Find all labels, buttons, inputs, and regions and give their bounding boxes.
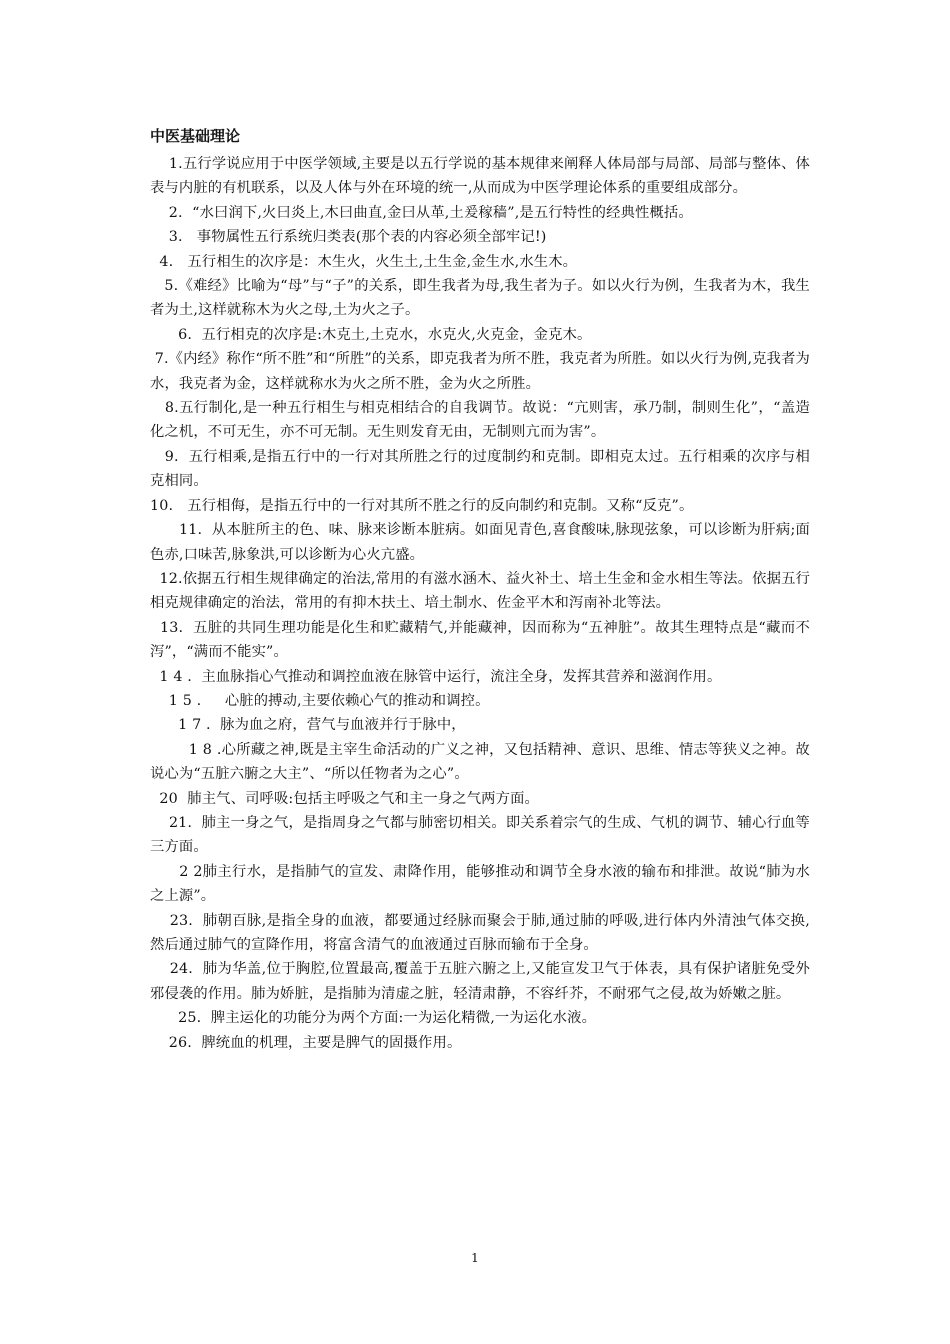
paragraph-number: 6. [150, 326, 202, 343]
paragraph-number: 2. [150, 204, 193, 221]
paragraph-item [150, 1031, 810, 1055]
paragraph-item [150, 909, 810, 958]
paragraph-item [150, 738, 810, 787]
paragraph-number: 1 5 . [150, 692, 225, 709]
paragraph-number: 7. [150, 351, 169, 368]
paragraph-item [150, 323, 810, 347]
paragraph-text: 依据五行相生规律确定的治法,常用的有滋水涵木、益火补土、培土生金和金水相生等法。依据五行相克规律确定的治法，常用的有抑木扶土、培土制水、佐金平木和泻南补北等法。 [150, 570, 811, 612]
paragraph-number: 9. [150, 448, 189, 465]
paragraph-number: 23. [150, 912, 203, 929]
paragraph-text: 脾主运化的功能分为两个方面:一为运化精微,一为运化水液。 [210, 1010, 597, 1027]
paragraph-text: 五行制化,是一种五行相生与相克相结合的自我调节。故说：“亢则害，承乃制，制则生化”，“盖造化之机，不可无生，亦不可无制。无生则发育无由，无制则亢而为害”。 [150, 400, 810, 441]
paragraph-item [150, 860, 810, 909]
paragraph-number: 4. [150, 253, 188, 270]
paragraph-number: 13. [150, 619, 194, 636]
document-title: 中医基础理论 [150, 127, 241, 145]
paragraph-item [150, 713, 810, 737]
paragraph-number: 1 4 . [150, 668, 202, 685]
paragraph-number: 10. [150, 497, 188, 514]
paragraph-text: 主血脉指心气推动和调控血液在脉管中运行，流注全身，发挥其营养和滋润作用。 [201, 668, 722, 685]
document-body [150, 152, 810, 1055]
paragraph-item [150, 494, 810, 518]
paragraph-item [150, 787, 810, 811]
paragraph-item [150, 1006, 810, 1030]
paragraph-item [150, 396, 810, 445]
paragraph-text: 脾统血的机理，主要是脾气的固摄作用。 [201, 1034, 462, 1051]
paragraph-number: 24. [150, 961, 203, 978]
paragraph-text: 五脏的共同生理功能是化生和贮藏精气,并能藏神，因而称为“五神脏”。故其生理特点是“藏而不泻”，“满而不能实”。 [150, 619, 810, 661]
page-number: 1 [471, 1251, 479, 1265]
paragraph-number: 1. [150, 156, 183, 172]
paragraph-number: 2 2 [150, 863, 203, 880]
paragraph-text: 五行相侮，是指五行中的一行对其所不胜之行的反向制约和克制。又称“反克”。 [187, 497, 694, 514]
paragraph-number: 11. [150, 522, 212, 539]
paragraph-text: 事物属性五行系统归类表(那个表的内容必须全部牢记!) [196, 229, 547, 246]
paragraph-text: 肺为华盖,位于胸腔,位置最高,覆盖于五脏六腑之上,又能宣发卫气于体表，具有保护诸脏免受外邪侵袭的作用。肺为娇脏，是指肺为清虚之脏，轻清肃静，不容纤芥，不耐邪气之侵,故为娇嫩之脏。 [150, 961, 810, 1002]
paragraph-number: 3. [150, 229, 197, 246]
paragraph-text: 五行相生的次序是：木生火，火生土,土生金,金生水,水生木。 [187, 253, 578, 270]
paragraph-text: 肺朝百脉,是指全身的血液，都要通过经脉而聚会于肺,通过肺的呼吸,进行体内外清浊气体交换,然后通过肺气的宣降作用，将富含清气的血液通过百脉而输布于全身。 [150, 912, 810, 953]
paragraph-item [150, 616, 810, 665]
paragraph-number: 1 8 . [150, 741, 222, 758]
paragraph-number: 12. [150, 570, 183, 587]
paragraph-text: 五行学说应用于中医学领域,主要是以五行学说的基本规律来阐释人体局部与局部、局部与整体、体表与内脏的有机联系，以及人体与外在环境的统一,从而成为中医学理论体系的重要组成部分。 [150, 156, 810, 197]
paragraph-item [150, 567, 810, 616]
paragraph-text: “水曰润下,火曰炎上,木曰曲直,金曰从革,土爰稼穑”,是五行特性的经典性概括。 [192, 204, 693, 221]
paragraph-item [150, 274, 810, 323]
paragraph-text: 脉为血之府，营气与血液并行于脉中， [220, 717, 466, 734]
paragraph-item [150, 250, 810, 274]
paragraph-number: 25. [150, 1010, 211, 1027]
paragraph-number: 1 7 . [150, 717, 221, 734]
paragraph-text: 肺主行水，是指肺气的宣发、肃降作用，能够推动和调节全身水液的输布和排泄。故说“肺为水之上源”。 [150, 863, 810, 905]
paragraph-text: 肺主气、司呼吸:包括主呼吸之气和主一身之气两方面。 [187, 790, 539, 807]
paragraph-item [150, 518, 810, 567]
paragraph-text: 从本脏所主的色、味、脉来诊断本脏病。如面见青色,喜食酸味,脉现弦象，可以诊断为肝病;面色赤,口味苦,脉象洪,可以诊断为心火亢盛。 [150, 522, 810, 563]
paragraph-item [150, 152, 810, 201]
paragraph-item [150, 445, 810, 494]
paragraph-text: 五行相克的次序是:木克土,土克水，水克火,火克金，金克木。 [201, 326, 592, 343]
paragraph-text: 《内经》称作“所不胜”和“所胜”的关系，即克我者为所不胜，我克者为所胜。如以火行为例,克我者为水，我克者为金，这样就称水为火之所不胜，金为火之所胜。 [150, 351, 810, 392]
paragraph-number: 8. [150, 400, 179, 417]
paragraph-item [150, 347, 810, 396]
paragraph-item [150, 811, 810, 860]
paragraph-item [150, 957, 810, 1006]
paragraph-text: 心所藏之神,既是主宰生命活动的广义之神，又包括精神、意识、思维、情志等狭义之神。故说心为“五脏六腑之大主”、“所以任物者为之心”。 [150, 741, 810, 783]
paragraph-number: 5. [150, 278, 179, 295]
paragraph-text: 心脏的搏动,主要依赖心气的推动和调控。 [224, 692, 490, 709]
paragraph-number: 26. [150, 1034, 202, 1051]
paragraph-item [150, 201, 810, 225]
paragraph-item [150, 665, 810, 689]
paragraph-item [150, 225, 810, 249]
paragraph-number: 20 [150, 790, 188, 807]
paragraph-text: 五行相乘,是指五行中的一行对其所胜之行的过度制约和克制。即相克太过。五行相乘的次序与相克相同。 [150, 448, 810, 490]
paragraph-text: 《难经》比喻为“母”与“子”的关系，即生我者为母,我生者为子。如以火行为例，生我者为木，我生者为土,这样就称木为火之母,土为火之子。 [150, 278, 810, 319]
paragraph-text: 肺主一身之气，是指周身之气都与肺密切相关。即关系着宗气的生成、气机的调节、辅心行血等三方面。 [150, 814, 810, 856]
paragraph-item [150, 689, 810, 713]
paragraph-number: 21. [150, 814, 202, 831]
